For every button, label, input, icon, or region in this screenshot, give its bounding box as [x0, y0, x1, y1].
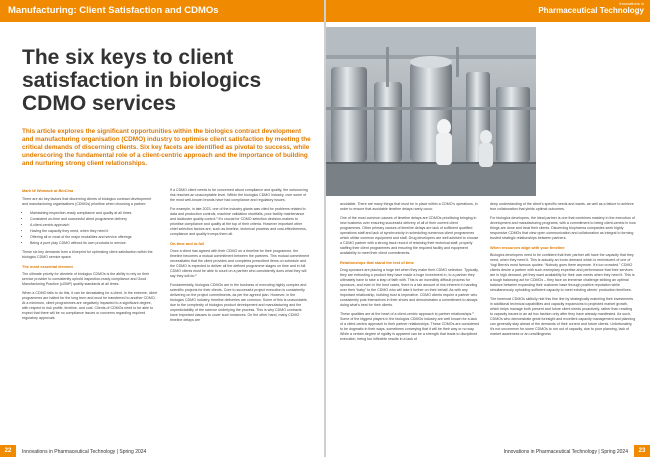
list-item: • Maintaining inspection-ready compliance and quality at all times [30, 211, 158, 216]
article-headline: The six keys to client satisfaction in biologics CDMO services [22, 46, 262, 115]
list-item: • Consistent on-time and successful client programme delivery [30, 217, 158, 222]
page-footer [326, 443, 650, 457]
logo-top-text: Innovations in [619, 1, 644, 6]
key-factors-list [22, 211, 158, 246]
paragraph: For example, in late 2023, one of the industry giants was cited for problems related to data and production controls, machine validation shortfalls, poor facility maintenance and lackluster quality control.¹ It's crucial for CDMO selection decision-makers to prioritise compliance and quality at the top of their criteria. However important other chief selection factors are, such as timeline, technical prowess and cost-effectiveness, compliance and quality trumps them all. [170, 207, 307, 236]
paragraph: These six key demands form a blueprint for optimising client satisfaction within the biologics CDMO service space. [22, 250, 153, 259]
list-item: • Being a pure play CDMO without its own products to service. [30, 241, 158, 246]
list-item: • Offering all or most of the major modalities and service offerings [30, 235, 158, 240]
subheading: When resources align with your timeline [490, 245, 565, 250]
paragraph: When a CDMO fails to do this, it can be devastating for a client. In the extreme, client programmes are halted for the long term and must be transferred to another CDMO. At a minimum, client programmes are negatively impacted to a significant degree, with respect to risk profile, timeline, and cost. Clients of CDMOs need to be able to expect that there will be no compliance issues or concerns regarding required regulatory approvals. [22, 291, 158, 320]
list-item: • Having the capacity they need, when they need it [30, 229, 158, 234]
publication-logo [538, 2, 644, 15]
page-number: 23 [634, 445, 650, 457]
left-column-2 [170, 188, 310, 327]
logo-bottom-text: Pharmaceutical Technology [538, 6, 644, 15]
footer-text: Innovations in Pharmaceutical Technology | Spring 2024 [503, 449, 628, 455]
paragraph: The ultimate priority for clientele of biologics CDMOs is the ability to rely on their service provider to consistently uphold inspection-ready compliance and Good Manufacturing Practice (cGMP) quality standards at all times. [22, 272, 150, 286]
subheading: Relationships that stand the test of time [340, 260, 414, 265]
paragraph: These qualities are at the heart of a client-centric approach to partner relationships.³ Some of the biggest players in the biologics CDMOs industry are well known for a lack of a client-centric approach to their partner relationships. These CDMOs are considered to be dogmatic in their ways, sometimes conveying that it will be their way or no way. While a certain degree of rigidity is apparent can be a strength that leads to disciplined execution, being too inflexible results in a lack of [340, 312, 480, 341]
section-title: Manufacturing: Client Satisfaction and CDMOs [8, 5, 219, 16]
paragraph: If a CDMO client needs to be concerned about compliance and quality, the outsourcing risk reaches an unacceptable level. Within the biologics CDMO industry, over some of the most well-known brands have had compliance and regulatory issues. [170, 188, 308, 202]
cleanroom-photo [326, 27, 536, 196]
article-standfirst: This article explores the significant opportunities within the biologics contract development and manufacturing organisation (CDMO) industry to optimise client satisfaction by meeting the critical demands of discerning clients. Six key facets are identified as pivotal to success, while underscoring the fundamental role of a client-centric approach and the importance of building and nurturing strong client relationships. [22, 128, 311, 167]
left-page [0, 0, 324, 457]
paragraph: deep understanding of the client's specific needs and wants, as well as a failure to achieve true collaboration that yields optimal outcomes. [490, 202, 634, 211]
paragraph: Once a client has agreed with their CDMO on a timeline for their programme, the timeline becomes a mutual commitment between the partners. This mutual commitment necessitates that the client provides and completes prescribed items on schedule and the CDMO is expected to deliver all the defined programme stages on time and in full. CDMO clients must be able to count on a partner who consistently does what they will say they will do.² [170, 249, 310, 278]
paragraph: avoidable. There are many things that must be in place within a CDMO's operations, in order to ensure that avoidable timeline delays rarely occur. [340, 202, 478, 211]
page-footer [0, 443, 324, 457]
paragraph: Fundamentally, biologics CDMOs are in the business of executing highly complex and scientific projects for their clients. Core to successful project execution is consistently delivering on the project commitments, as per the agreed plan. However, in the biologics CDMO industry, timeline deliveries are common. Some of this is unavoidable, due to the complexity of biologics product development and manufacturing and the unpredictability of the science underlying the process. This is why CDMO contracts have important clauses to cover such instances. On the other hand, many CDMO timeline delays are [170, 283, 308, 322]
subheading: On-time and in-full [170, 241, 205, 246]
paragraph: The foremost CDMOs skilfully ride this fine line by strategically matching their investments in additional technical capabilities and capacity expansions to projected market growth, which helps manage both present and future client needs proactively, rather than reacting to capacity issues in an ad hoc fashion only after they have already manifested. As such, CDMOs who demonstrate great foresight and excellent capacity management and planning can generally stay ahead of the demands of their current and future clients. Unfortunately, it's not uncommon for some CDMOs to run out of capacity, due to poor planning, lack of market awareness or an unwillingness [490, 297, 636, 336]
section-header-bar [0, 0, 324, 22]
list-item: • A client-centric approach [30, 223, 158, 228]
subheading: The most essential element [22, 264, 73, 269]
author-byline: Mark W Womack at BioCina [22, 188, 74, 193]
paragraph: One of the most common causes of timeline delays are CDMOs prioritising bringing in new business over ensuring successful delivery of all of their current client programmes. Other primary causes of timeline delays are lack of sufficient qualified operations staff and lack of synchronicity in scheduling numerous client programmes which utilise common equipment and staff. Drug developers are well advised to choose a CDMO partner with a strong track record of retaining their technical staff, properly staffing their client programmes and ensuring the required facility and equipment availability to meet their client commitments. [340, 216, 479, 255]
page-number: 22 [0, 445, 16, 457]
brand-header-bar [326, 0, 650, 22]
paragraph: Drug sponsors are placing a huge bet when they make their CDMO selection. Typically, they are entrusting a product they have made a huge investment in, to a partner they ultimately have to take a leap of faith with. This is an incredibly difficult process for sponsors, and even in the best cases, there is a fair amount of risk inherent in handing over their “baby” to the CDMO who will take it further on their behalf. As with any important relationship, building trust is imperative. CDMO clients require a partner who consistently puts themselves in their shoes and demonstrates a commitment to always doing what's best for their clients. [340, 268, 479, 307]
footer-text: Innovations in Pharmaceutical Technology | Spring 2024 [22, 449, 147, 455]
right-page [326, 0, 650, 457]
paragraph: Biologics developers need to be confident that their partner will have the capacity that they need, when they need it. This is actually an ironic demand which is reminiscent of one of Yogi Berra's most famous quotes: “Nobody goes there anymore. It's too crowded.” CDMO clients desire a partner with such exemplary expertise and performance that their services are in high demand, yet they want availability for their own needs when they need it. This is a tough balancing act for CDMOs – they face an immense challenge striking an optimal balance between expanding their customer base through positive reputation while simultaneously upholding sufficient capacity to meet existing clients' production timelines. [490, 253, 635, 292]
right-column-1 [340, 202, 480, 346]
paragraph: There are six key factors that discerning clients of biologics contract development and manufacturing organisations (CDMOs) prioritise when choosing a partner: [22, 197, 152, 206]
paragraph: For biologics developers, the ideal partner is one that combines mastery in the execution of development and manufacturing programs, with a commitment to being client-centric in how things are done and treat their clients. Discerning biopharma companies seek highly responsive CDMOs that view open communication and collaboration as integral to forming trusted strategic relationships between partners. [490, 216, 636, 240]
left-column-1 [22, 188, 158, 325]
right-column-2 [490, 202, 636, 341]
